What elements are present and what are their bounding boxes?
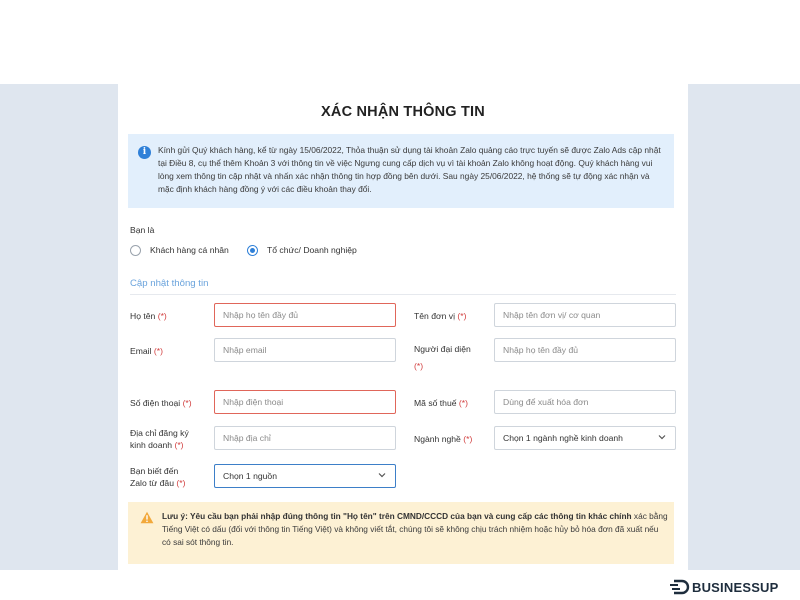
page-title: XÁC NHẬN THÔNG TIN bbox=[321, 104, 485, 120]
unit-name-label: Tên đơn vị (*) bbox=[414, 311, 467, 321]
tax-code-label: Mã số thuế (*) bbox=[414, 398, 468, 408]
email-input[interactable]: Nhập email bbox=[214, 338, 396, 362]
source-select-value: Chọn 1 nguồn bbox=[223, 471, 277, 481]
phone-label: Số điện thoại (*) bbox=[130, 398, 192, 408]
radio-individual-label[interactable]: Khách hàng cá nhân bbox=[150, 245, 229, 255]
chevron-down-icon bbox=[657, 432, 667, 442]
confirmation-form-card bbox=[118, 84, 688, 570]
full-name-input[interactable]: Nhập họ tên đầy đủ bbox=[214, 303, 396, 327]
section-divider bbox=[130, 294, 676, 295]
radio-organization[interactable] bbox=[247, 245, 258, 256]
industry-select-value: Chọn 1 ngành nghề kinh doanh bbox=[503, 433, 623, 443]
address-input[interactable]: Nhập địa chỉ bbox=[214, 426, 396, 450]
representative-label: Người đại diện (*) bbox=[414, 344, 471, 371]
address-label: Địa chỉ đăng ký kinh doanh (*) bbox=[130, 428, 189, 450]
industry-label: Ngành nghề (*) bbox=[414, 434, 473, 444]
businessup-logo-icon bbox=[670, 579, 690, 595]
info-circle-icon: i bbox=[138, 146, 151, 159]
tax-code-input[interactable]: Dùng để xuất hóa đơn bbox=[494, 390, 676, 414]
warning-triangle-icon bbox=[140, 511, 154, 524]
radio-organization-label[interactable]: Tổ chức/ Doanh nghiệp bbox=[267, 245, 357, 255]
source-select[interactable] bbox=[214, 464, 396, 488]
email-label: Email (*) bbox=[130, 346, 163, 356]
unit-name-input[interactable]: Nhập tên đơn vị/ cơ quan bbox=[494, 303, 676, 327]
chevron-down-icon bbox=[377, 470, 387, 480]
warning-text: Lưu ý: Yêu cầu bạn phải nhập đúng thông tin "Họ tên" trên CMND/CCCD của bạn và cung cấp các thông tin khác chính xác bằng Tiếng Việt có dấu (đối với thông tin Tiếng Việt) và không viết tắt, chúng tôi sẽ không chịu trách nhiệm hoặc hủy bỏ hóa đơn đã xuất nếu có sai sót thông tin. bbox=[162, 511, 668, 547]
brand-name: BUSINESSUP bbox=[692, 580, 779, 595]
phone-input[interactable]: Nhập điện thoại bbox=[214, 390, 396, 414]
source-label: Bạn biết đến Zalo từ đâu (*) bbox=[130, 466, 186, 488]
radio-individual[interactable] bbox=[130, 245, 141, 256]
info-notice-text: Kính gửi Quý khách hàng, kể từ ngày 15/06/2022, Thỏa thuận sử dụng tài khoản Zalo quảng cáo trực tuyến sẽ được Zalo Ads cập nhật tại Điều 8, cụ thể thêm Khoản 3 với thông tin về việc Ngưng cung cấp dịch vụ vì tài khoản Zalo không hoạt động. Quý khách hàng vui lòng xem thông tin cập nhật và nhấn xác nhận thông tin hợp đồng bên dưới. Sau ngày 25/06/2022, hệ thống sẽ tự động xác nhận và mặc định khách hàng đồng ý với các điều khoản thay đổi. bbox=[158, 145, 661, 194]
customer-type-label: Bạn là bbox=[130, 225, 155, 235]
warning-notice bbox=[128, 502, 674, 564]
section-title: Cập nhật thông tin bbox=[130, 278, 209, 289]
info-notice bbox=[128, 134, 674, 208]
industry-select[interactable] bbox=[494, 426, 676, 450]
full-name-label: Họ tên (*) bbox=[130, 311, 167, 321]
representative-input[interactable]: Nhập họ tên đầy đủ bbox=[494, 338, 676, 362]
